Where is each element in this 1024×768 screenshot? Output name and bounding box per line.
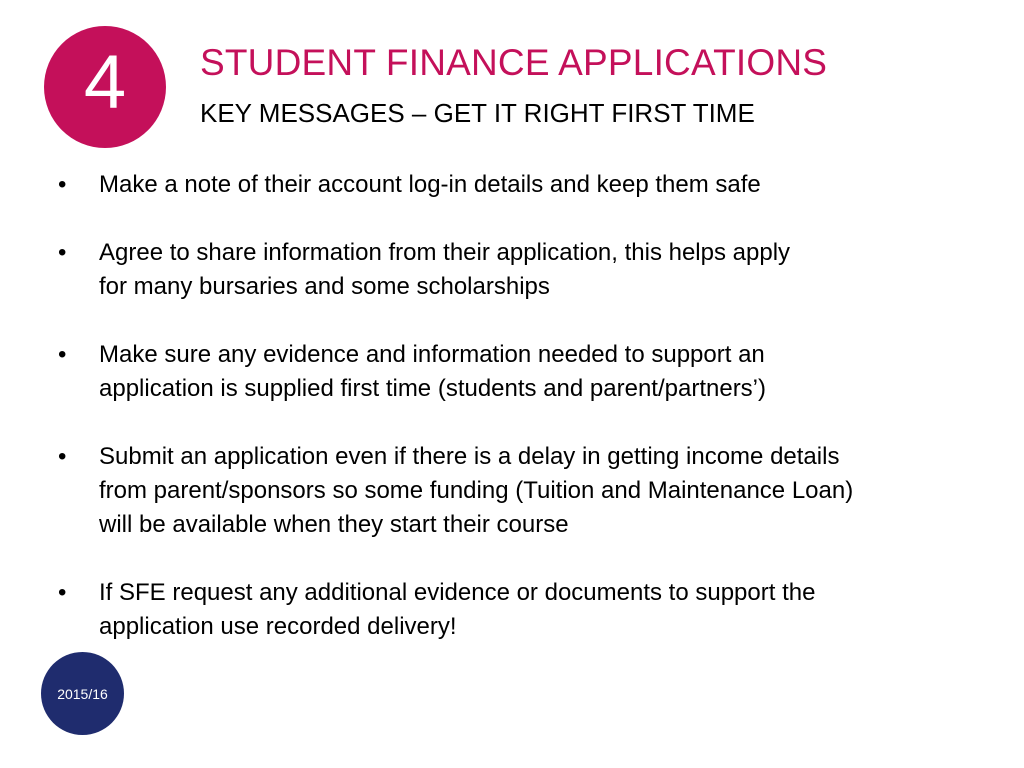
bullet-text-line: application is supplied first time (students and parent/partners’) [99,375,767,402]
bullet-text-line: Make sure any evidence and information needed to support an [99,341,765,368]
bullet-text-line: Make a note of their account log-in details and keep them safe [99,171,761,198]
slide-title: STUDENT FINANCE APPLICATIONS [200,42,828,83]
bullet-item [55,576,1005,644]
bullet-item [55,440,1005,542]
bullet-icon: • [58,171,67,198]
year-label: 2015/16 [57,685,108,702]
bullet-text-line: If SFE request any additional evidence or documents to support the [99,579,816,606]
bullet-text-line: Agree to share information from their application, this helps apply [99,239,791,266]
year-badge [41,652,124,735]
bullet-icon: • [58,579,67,606]
bullet-text-line: from parent/sponsors so some funding (Tuition and Maintenance Loan) [99,477,854,504]
bullet-item [55,338,1005,406]
bullet-text-line: Submit an application even if there is a delay in getting income details [99,443,840,470]
section-number: 4 [83,40,127,125]
section-number-badge [44,26,166,148]
bullet-icon: • [58,239,67,266]
bullet-item [55,168,1005,202]
key-messages-list [55,168,1005,678]
bullet-text-line: for many bursaries and some scholarships [99,273,550,300]
bullet-text-line: application use recorded delivery! [99,613,457,640]
bullet-icon: • [58,443,67,470]
bullet-text-line: will be available when they start their course [99,511,569,538]
bullet-item [55,236,1005,304]
slide-subtitle: KEY MESSAGES – GET IT RIGHT FIRST TIME [200,98,755,128]
bullet-icon: • [58,341,67,368]
